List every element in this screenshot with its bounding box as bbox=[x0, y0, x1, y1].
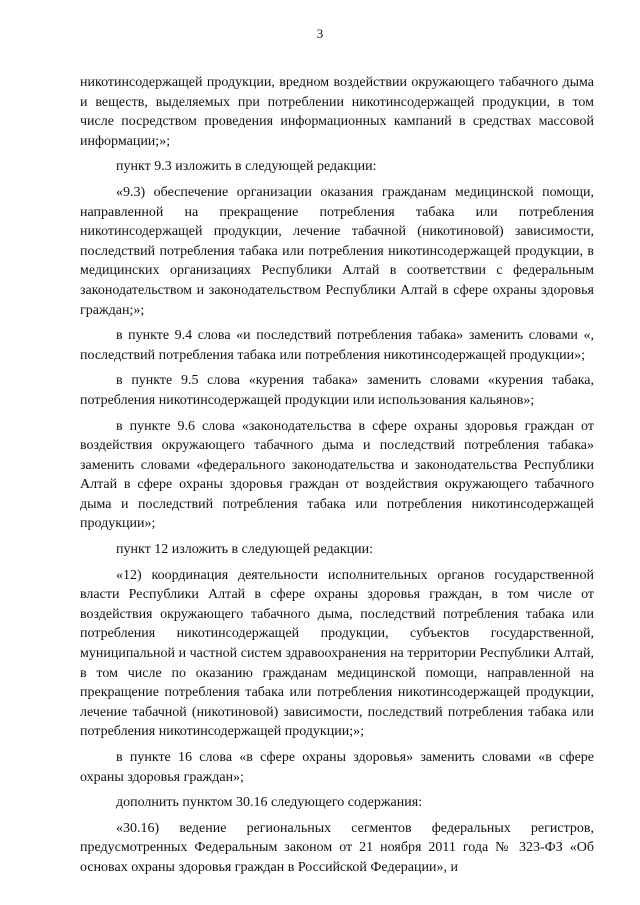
page-number: 3 bbox=[316, 26, 324, 41]
paragraph-7: пункт 12 изложить в следующей редакции: bbox=[116, 542, 373, 558]
paragraph-5: в пункте 9.5 слова «курения табака» заменить словами «курения табака, потребления никотинсодержащей продукции или использования кальянов»; bbox=[80, 373, 594, 408]
paragraph-2: пункт 9.3 изложить в следующей редакции: bbox=[116, 159, 377, 175]
paragraph-10: дополнить пунктом 30.16 следующего содержания: bbox=[116, 795, 423, 811]
document-body bbox=[80, 73, 594, 884]
paragraph-3: «9.3) обеспечение организации оказания гражданам медицинской помощи, направленной на прекращение потребления табака или потребления никотинсодержащей продукции, лечение табачной (никотиновой) зависимости, последствий потребления табака или потребления никотинсодержащей продукции, в медицинских организациях Республики Алтай в соответствии с федеральным законодательством и законодательством Республики Алтай в сфере охраны здоровья граждан;»; bbox=[80, 184, 594, 318]
paragraph-1: никотинсодержащей продукции, вредном воздействии окружающего табачного дыма и веществ, выделяемых при потреблении никотинсодержащей продукции, в том числе посредством проведения информационных кампаний в средствах массовой информации;»; bbox=[80, 75, 594, 149]
paragraph-6: в пункте 9.6 слова «законодательства в сфере охраны здоровья граждан от воздействия окружающего табачного дыма и последствий потребления табака» заменить словами «федерального законодательства и законодательства Республики Алтай в сфере охраны здоровья граждан от воздействия окружающего табачного дыма и последствий потребления табака или потребления никотинсодержащей продукции»; bbox=[80, 418, 594, 532]
paragraph-8: «12) координация деятельности исполнительных органов государственной власти Республики Алтай в сфере охраны здоровья граждан, в том числе от воздействия окружающего табачного дыма, последствий потребления табака или потребления никотинсодержащей продукции, субъектов государственной, муниципальной и частной систем здравоохранения на территории Республики Алтай, в том числе по оказанию гражданам медицинской помощи, направленной на прекращение потребления табака или потребления никотинсодержащей продукции, лечение табачной (никотиновой) зависимости, последствий потребления табака или потребления никотинсодержащей продукции;»; bbox=[80, 567, 594, 740]
paragraph-11: «30.16) ведение региональных сегментов федеральных регистров, предусмотренных Федеральным законом от 21 ноября 2011 года № 323-ФЗ «Об основах охраны здоровья граждан в Российской Федерации», и bbox=[80, 820, 594, 875]
paragraph-4: в пункте 9.4 слова «и последствий потребления табака» заменить словами «, последствий потребления табака или потребления никотинсодержащей продукции»; bbox=[80, 328, 594, 363]
paragraph-9: в пункте 16 слова «в сфере охраны здоровья» заменить словами «в сфере охраны здоровья граждан»; bbox=[80, 750, 594, 785]
